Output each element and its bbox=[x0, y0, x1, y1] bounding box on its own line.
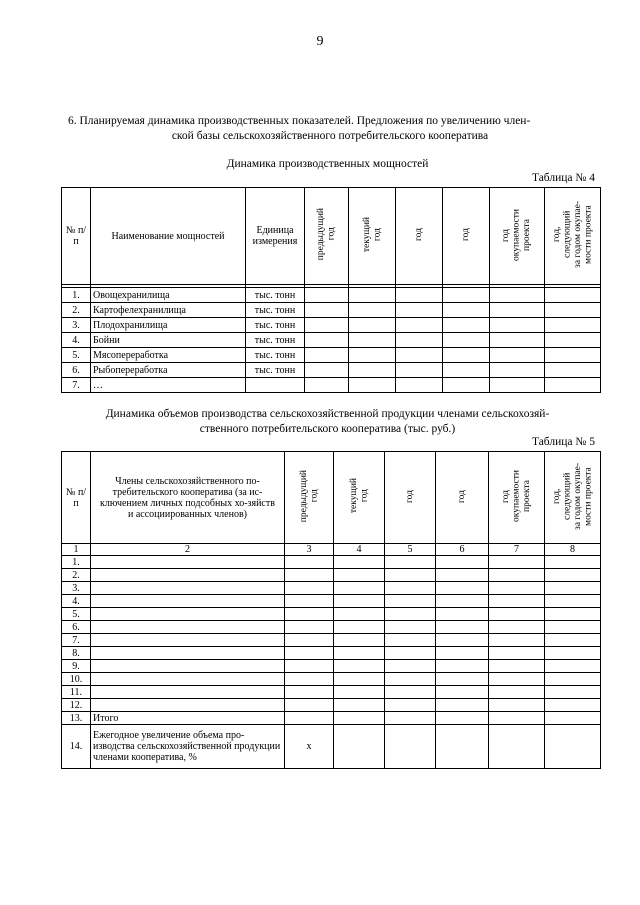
table-row bbox=[62, 686, 601, 699]
value-cell bbox=[443, 303, 490, 318]
t4-header-next bbox=[545, 188, 601, 285]
row-number: 1. bbox=[62, 556, 91, 569]
value-cell bbox=[489, 595, 545, 608]
t5-next-l4: мости проекта bbox=[583, 466, 593, 526]
value-cell bbox=[545, 621, 601, 634]
value-cell bbox=[334, 699, 385, 712]
t5-header-members: Члены сельскохозяйственного по-требительского кооператива (за ис-ключением личных подсобных хо-зяйств и ассоциированных членов) bbox=[91, 452, 285, 544]
capacity-name: Рыбопереработка bbox=[91, 363, 246, 378]
column-number: 1 bbox=[62, 544, 91, 556]
value-cell bbox=[334, 647, 385, 660]
value-cell bbox=[436, 582, 489, 595]
value-cell bbox=[436, 608, 489, 621]
value-cell bbox=[489, 621, 545, 634]
table-row bbox=[62, 608, 601, 621]
value-cell bbox=[545, 569, 601, 582]
row-number: 5. bbox=[62, 608, 91, 621]
value-cell bbox=[285, 556, 334, 569]
t4-payback-l1: год bbox=[501, 228, 512, 241]
t5-header-next bbox=[545, 452, 601, 544]
value-cell bbox=[334, 608, 385, 621]
row-number: 3. bbox=[62, 318, 91, 333]
value-cell bbox=[489, 608, 545, 621]
value-cell bbox=[349, 333, 396, 348]
value-cell bbox=[436, 686, 489, 699]
value-cell bbox=[490, 363, 545, 378]
value-cell bbox=[436, 725, 489, 769]
t4-header-unit: Единица измерения bbox=[246, 188, 305, 285]
value-cell bbox=[436, 556, 489, 569]
value-cell bbox=[305, 333, 349, 348]
not-applicable-mark: х bbox=[285, 725, 334, 769]
value-cell bbox=[490, 348, 545, 363]
value-cell bbox=[334, 569, 385, 582]
table-row bbox=[62, 378, 601, 393]
table-row bbox=[62, 595, 601, 608]
value-cell bbox=[349, 378, 396, 393]
member-name bbox=[91, 569, 285, 582]
value-cell bbox=[545, 595, 601, 608]
t4-payback-l2: окупаемости bbox=[511, 208, 522, 261]
value-cell bbox=[305, 318, 349, 333]
t5-curr-year: год bbox=[359, 489, 369, 503]
value-cell bbox=[334, 712, 385, 725]
t4-payback-l3: проекта bbox=[522, 218, 533, 251]
value-cell bbox=[334, 673, 385, 686]
member-name bbox=[91, 686, 285, 699]
section-title bbox=[62, 114, 592, 144]
t4-curr-year: год bbox=[372, 228, 382, 241]
value-cell bbox=[285, 673, 334, 686]
value-cell bbox=[385, 699, 436, 712]
t4-header-curr bbox=[349, 188, 396, 285]
value-cell bbox=[385, 660, 436, 673]
t4-header-payback bbox=[490, 188, 545, 285]
table5-heading bbox=[60, 407, 595, 437]
value-cell bbox=[545, 660, 601, 673]
section-title-line2: ской базы сельскохозяйственного потребительского кооператива bbox=[171, 130, 489, 142]
capacity-name: Плодохранилища bbox=[91, 318, 246, 333]
table-row bbox=[62, 318, 601, 333]
value-cell bbox=[385, 647, 436, 660]
column-number: 3 bbox=[285, 544, 334, 556]
row-number: 5. bbox=[62, 348, 91, 363]
row-number: 12. bbox=[62, 699, 91, 712]
value-cell bbox=[545, 333, 601, 348]
table-row bbox=[62, 647, 601, 660]
value-cell bbox=[285, 608, 334, 621]
value-cell bbox=[385, 725, 436, 769]
page-number: 9 bbox=[316, 34, 324, 49]
t4-header-prev bbox=[305, 188, 349, 285]
value-cell bbox=[436, 673, 489, 686]
value-cell bbox=[545, 725, 601, 769]
t5-next-l1: год, bbox=[551, 488, 562, 504]
column-numbers-row bbox=[62, 544, 601, 556]
value-cell bbox=[285, 699, 334, 712]
t5-prev-year: год bbox=[309, 489, 319, 503]
value-cell bbox=[349, 363, 396, 378]
table4-heading: Динамика производственных мощностей bbox=[226, 158, 429, 170]
row-number: 14. bbox=[62, 725, 91, 769]
member-name bbox=[91, 699, 285, 712]
table-row bbox=[62, 582, 601, 595]
value-cell bbox=[285, 686, 334, 699]
value-cell bbox=[443, 348, 490, 363]
column-number: 2 bbox=[91, 544, 285, 556]
value-cell bbox=[436, 569, 489, 582]
table-row bbox=[62, 660, 601, 673]
member-name bbox=[91, 647, 285, 660]
column-number: 5 bbox=[385, 544, 436, 556]
member-name bbox=[91, 608, 285, 621]
value-cell bbox=[443, 288, 490, 303]
value-cell bbox=[545, 582, 601, 595]
t4-header-y1 bbox=[396, 188, 443, 285]
row-number: 13. bbox=[62, 712, 91, 725]
table-row bbox=[62, 712, 601, 725]
t4-prev-year: год bbox=[326, 228, 337, 241]
unit-cell: тыс. тонн bbox=[246, 333, 305, 348]
member-name bbox=[91, 595, 285, 608]
unit-cell: тыс. тонн bbox=[246, 288, 305, 303]
table-production-capacities bbox=[61, 187, 601, 393]
row-number: 7. bbox=[62, 634, 91, 647]
unit-cell bbox=[246, 378, 305, 393]
value-cell bbox=[385, 712, 436, 725]
table5-heading-line1: Динамика объемов производства сельскохозяйственной продукции членами сельскохозяй- bbox=[105, 408, 550, 420]
member-name bbox=[91, 634, 285, 647]
value-cell bbox=[489, 660, 545, 673]
value-cell bbox=[305, 348, 349, 363]
table4-header-row bbox=[62, 188, 601, 285]
value-cell bbox=[436, 621, 489, 634]
capacity-name: Картофелехранилища bbox=[91, 303, 246, 318]
value-cell bbox=[349, 303, 396, 318]
row-number: 4. bbox=[62, 333, 91, 348]
t5-header-y1 bbox=[385, 452, 436, 544]
value-cell bbox=[396, 348, 443, 363]
section-title-line1: 6. Планируемая динамика производственных показателей. Предложения по увеличению член- bbox=[68, 115, 531, 127]
value-cell bbox=[334, 556, 385, 569]
value-cell bbox=[385, 621, 436, 634]
t4-prev-word: предыдущий bbox=[316, 208, 326, 261]
t5-prev-word: предыдущий bbox=[298, 469, 309, 523]
value-cell bbox=[385, 595, 436, 608]
value-cell bbox=[443, 363, 490, 378]
value-cell bbox=[285, 621, 334, 634]
table5-label: Таблица № 5 bbox=[531, 436, 595, 448]
member-name bbox=[91, 660, 285, 673]
value-cell bbox=[385, 673, 436, 686]
value-cell bbox=[349, 348, 396, 363]
t4-next-l1: год, bbox=[551, 226, 562, 243]
table4-label: Таблица № 4 bbox=[531, 172, 595, 184]
value-cell bbox=[285, 647, 334, 660]
value-cell bbox=[385, 634, 436, 647]
table-row bbox=[62, 556, 601, 569]
t4-next-l2: следующий bbox=[562, 210, 572, 259]
value-cell bbox=[436, 660, 489, 673]
table5-heading-line2: ственного потребительского кооператива (тыс. руб.) bbox=[199, 423, 456, 435]
value-cell bbox=[545, 712, 601, 725]
row-number: 1. bbox=[62, 288, 91, 303]
value-cell bbox=[489, 725, 545, 769]
value-cell bbox=[489, 582, 545, 595]
value-cell bbox=[349, 318, 396, 333]
value-cell bbox=[305, 363, 349, 378]
value-cell bbox=[436, 595, 489, 608]
table5-header-row bbox=[62, 452, 601, 544]
value-cell bbox=[334, 634, 385, 647]
row-number: 2. bbox=[62, 569, 91, 582]
value-cell bbox=[385, 686, 436, 699]
table-row bbox=[62, 634, 601, 647]
value-cell bbox=[396, 333, 443, 348]
value-cell bbox=[285, 712, 334, 725]
value-cell bbox=[334, 595, 385, 608]
table-row bbox=[62, 699, 601, 712]
value-cell bbox=[305, 378, 349, 393]
value-cell bbox=[489, 686, 545, 699]
value-cell bbox=[443, 333, 490, 348]
value-cell bbox=[489, 647, 545, 660]
table-row bbox=[62, 288, 601, 303]
t4-header-y2 bbox=[443, 188, 490, 285]
value-cell bbox=[443, 378, 490, 393]
t5-y1-label: год bbox=[404, 489, 415, 503]
t4-curr-word: текущий bbox=[361, 216, 372, 253]
table-row bbox=[62, 569, 601, 582]
table-row-growth bbox=[62, 725, 601, 769]
value-cell bbox=[396, 303, 443, 318]
table-row bbox=[62, 621, 601, 634]
unit-cell: тыс. тонн bbox=[246, 318, 305, 333]
value-cell bbox=[489, 699, 545, 712]
t4-y1-label: год bbox=[413, 228, 424, 241]
value-cell bbox=[545, 673, 601, 686]
row-number: 7. bbox=[62, 378, 91, 393]
t5-header-num: № п/п bbox=[62, 452, 91, 544]
t5-header-prev bbox=[285, 452, 334, 544]
t4-header-name: Наименование мощностей bbox=[91, 188, 246, 285]
t5-header-curr bbox=[334, 452, 385, 544]
column-number: 8 bbox=[545, 544, 601, 556]
value-cell bbox=[349, 288, 396, 303]
capacity-name: Мясопереработка bbox=[91, 348, 246, 363]
value-cell bbox=[489, 556, 545, 569]
value-cell bbox=[385, 582, 436, 595]
t5-next-l2: следующий bbox=[562, 472, 572, 520]
value-cell bbox=[396, 378, 443, 393]
row-number: 9. bbox=[62, 660, 91, 673]
t5-next-l3: за годом окупае- bbox=[572, 462, 583, 530]
value-cell bbox=[545, 634, 601, 647]
value-cell bbox=[490, 378, 545, 393]
value-cell bbox=[285, 634, 334, 647]
value-cell bbox=[285, 582, 334, 595]
value-cell bbox=[334, 725, 385, 769]
row-number: 10. bbox=[62, 673, 91, 686]
value-cell bbox=[334, 621, 385, 634]
column-number: 7 bbox=[489, 544, 545, 556]
unit-cell: тыс. тонн bbox=[246, 303, 305, 318]
capacity-name: … bbox=[91, 378, 246, 393]
value-cell bbox=[285, 595, 334, 608]
value-cell bbox=[334, 660, 385, 673]
row-number: 6. bbox=[62, 621, 91, 634]
t5-payback-l1: год bbox=[500, 489, 511, 503]
value-cell bbox=[490, 333, 545, 348]
value-cell bbox=[436, 647, 489, 660]
value-cell bbox=[545, 647, 601, 660]
value-cell bbox=[545, 686, 601, 699]
value-cell bbox=[443, 318, 490, 333]
value-cell bbox=[436, 712, 489, 725]
value-cell bbox=[490, 318, 545, 333]
table-row bbox=[62, 303, 601, 318]
value-cell bbox=[489, 712, 545, 725]
value-cell bbox=[489, 673, 545, 686]
t5-header-payback bbox=[489, 452, 545, 544]
value-cell bbox=[285, 660, 334, 673]
t5-curr-word: текущий bbox=[348, 478, 359, 514]
member-name bbox=[91, 673, 285, 686]
member-name bbox=[91, 582, 285, 595]
value-cell bbox=[545, 348, 601, 363]
value-cell bbox=[545, 318, 601, 333]
table-row bbox=[62, 363, 601, 378]
value-cell bbox=[545, 699, 601, 712]
row-number: 2. bbox=[62, 303, 91, 318]
value-cell bbox=[396, 318, 443, 333]
value-cell bbox=[334, 582, 385, 595]
value-cell bbox=[545, 556, 601, 569]
unit-cell: тыс. тонн bbox=[246, 363, 305, 378]
table-row bbox=[62, 673, 601, 686]
row-number: 8. bbox=[62, 647, 91, 660]
capacity-name: Овощехранилища bbox=[91, 288, 246, 303]
value-cell bbox=[305, 303, 349, 318]
value-cell bbox=[490, 303, 545, 318]
member-name: Итого bbox=[91, 712, 285, 725]
value-cell bbox=[285, 569, 334, 582]
table-production-volumes bbox=[61, 451, 601, 769]
value-cell bbox=[545, 608, 601, 621]
value-cell bbox=[385, 569, 436, 582]
column-number: 4 bbox=[334, 544, 385, 556]
member-name bbox=[91, 556, 285, 569]
value-cell bbox=[436, 699, 489, 712]
column-number: 6 bbox=[436, 544, 489, 556]
value-cell bbox=[305, 288, 349, 303]
value-cell bbox=[334, 686, 385, 699]
value-cell bbox=[396, 363, 443, 378]
row-number: 6. bbox=[62, 363, 91, 378]
value-cell bbox=[489, 634, 545, 647]
t5-payback-l3: проекта bbox=[521, 480, 532, 512]
t4-y2-label: год bbox=[460, 228, 471, 241]
t5-y2-label: год bbox=[456, 489, 467, 503]
value-cell bbox=[396, 288, 443, 303]
table-row bbox=[62, 333, 601, 348]
value-cell bbox=[385, 608, 436, 621]
value-cell bbox=[545, 303, 601, 318]
t5-payback-l2: окупаемости bbox=[511, 470, 522, 522]
t4-next-l3: за годом окупае- bbox=[572, 201, 583, 268]
unit-cell: тыс. тонн bbox=[246, 348, 305, 363]
value-cell bbox=[490, 288, 545, 303]
row-number: 3. bbox=[62, 582, 91, 595]
value-cell bbox=[385, 556, 436, 569]
value-cell bbox=[436, 634, 489, 647]
member-name bbox=[91, 621, 285, 634]
t5-header-y2 bbox=[436, 452, 489, 544]
row-number: 4. bbox=[62, 595, 91, 608]
t4-header-num: № п/п bbox=[62, 188, 91, 285]
value-cell bbox=[545, 363, 601, 378]
growth-description: Ежегодное увеличение объема про-изводства сельскохозяйственной продукции членами кооператива, % bbox=[91, 725, 285, 769]
capacity-name: Бойни bbox=[91, 333, 246, 348]
t4-next-l4: мости проекта bbox=[583, 205, 593, 264]
value-cell bbox=[489, 569, 545, 582]
row-number: 11. bbox=[62, 686, 91, 699]
value-cell bbox=[545, 378, 601, 393]
table-row bbox=[62, 348, 601, 363]
value-cell bbox=[545, 288, 601, 303]
